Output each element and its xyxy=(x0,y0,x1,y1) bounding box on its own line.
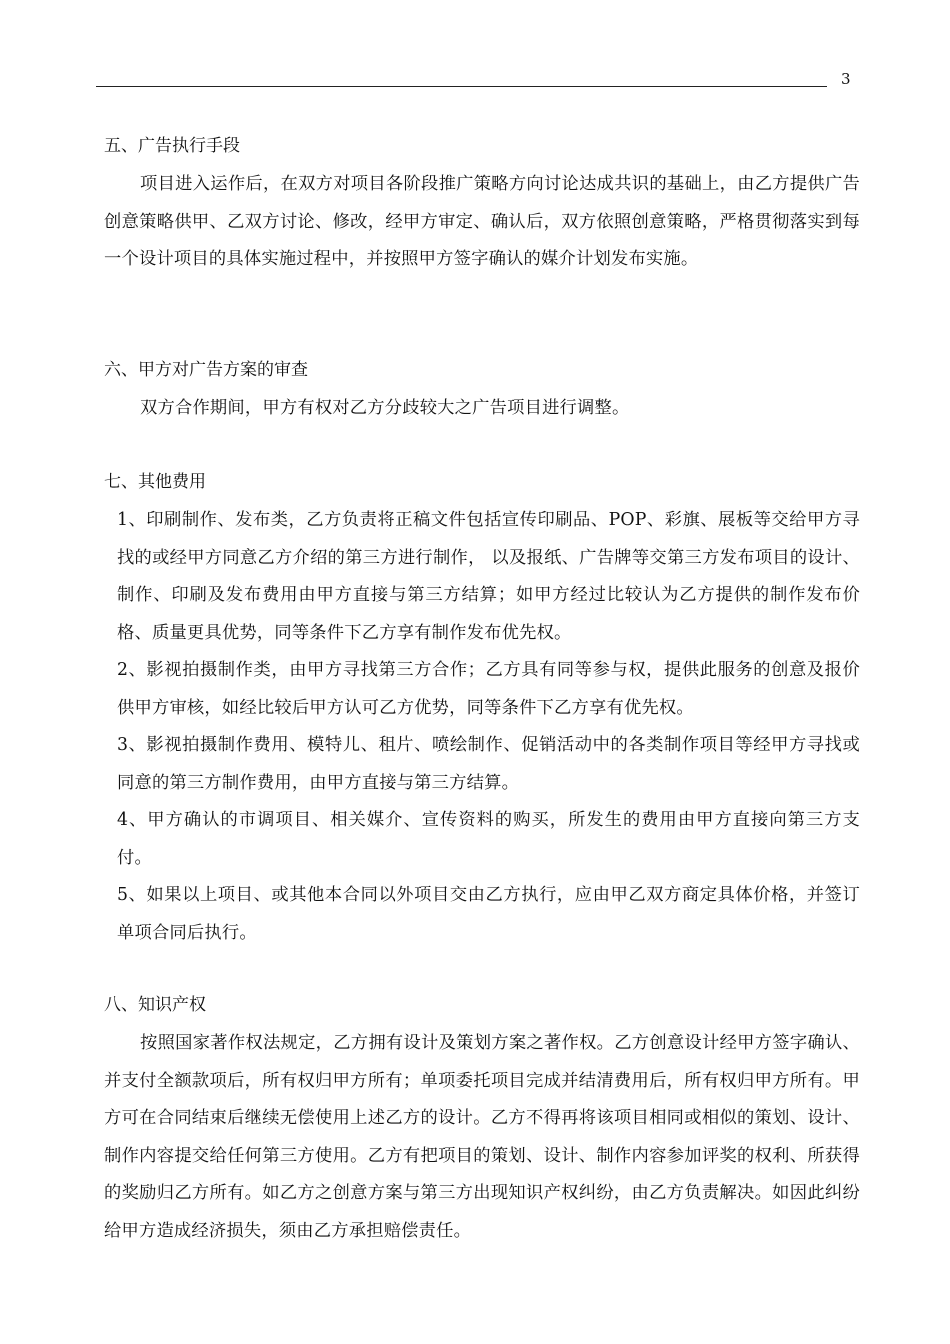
list-item: 5、如果以上项目、或其他本合同以外项目交由乙方执行，应由甲乙双方商定具体价格，并签订单项合同后执行。 xyxy=(117,885,860,943)
list-item: 3、影视拍摄制作费用、模特儿、租片、喷绘制作、促销活动中的各类制作项目等经甲方寻找或同意的第三方制作费用，由甲方直接与第三方结算。 xyxy=(117,735,860,793)
section-heading: 八、知识产权 xyxy=(104,995,206,1015)
list-item: 1、印刷制作、发布类，乙方负责将正稿文件包括宣传印刷品、POP、彩旗、展板等交给甲方寻找的或经甲方同意乙方介绍的第三方进行制作， 以及报纸、广告牌等交第三方发布项目的设计、制作、印刷及发布费用由甲方直接与第三方结算；如甲方经过比较认为乙方提供的制作发布价格、质量更具优势，同等条件下乙方享有制作发布优先权。 xyxy=(117,510,860,643)
list-item: 2、影视拍摄制作类，由甲方寻找第三方合作；乙方具有同等参与权，提供此服务的创意及报价供甲方审核，如经比较后甲方认可乙方优势，同等条件下乙方享有优先权。 xyxy=(117,660,860,718)
section-paragraph: 项目进入运作后，在双方对项目各阶段推广策略方向讨论达成共识的基础上，由乙方提供广告创意策略供甲、乙双方讨论、修改，经甲方审定、确认后，双方依照创意策略，严格贯彻落实到每一个设计项目的具体实施过程中，并按照甲方签字确认的媒介计划发布实施。 xyxy=(104,174,860,269)
list-item: 4、甲方确认的市调项目、相关媒介、宣传资料的购买，所发生的费用由甲方直接向第三方支付。 xyxy=(117,810,860,868)
section-heading: 七、其他费用 xyxy=(104,472,206,492)
header-rule xyxy=(96,86,827,87)
section-paragraph: 按照国家著作权法规定，乙方拥有设计及策划方案之著作权。乙方创意设计经甲方签字确认、并支付全额款项后，所有权归甲方所有；单项委托项目完成并结清费用后，所有权归甲方所有。甲方可在合同结束后继续无偿使用上述乙方的设计。乙方不得再将该项目相同或相似的策划、设计、制作内容提交给任何第三方使用。乙方有把项目的策划、设计、制作内容参加评奖的权利、所获得的奖励归乙方所有。如乙方之创意方案与第三方出现知识产权纠纷，由乙方负责解决。如因此纠纷给甲方造成经济损失，须由乙方承担赔偿责任。 xyxy=(104,1033,860,1241)
page-number: 3 xyxy=(841,70,851,88)
section-7 xyxy=(104,472,860,952)
section-8 xyxy=(104,995,860,1250)
section-paragraph: 双方合作期间，甲方有权对乙方分歧较大之广告项目进行调整。 xyxy=(140,398,630,418)
section-heading: 五、广告执行手段 xyxy=(104,136,240,156)
section-5 xyxy=(104,136,860,279)
section-6 xyxy=(104,360,860,428)
section-heading: 六、甲方对广告方案的审查 xyxy=(104,360,308,380)
